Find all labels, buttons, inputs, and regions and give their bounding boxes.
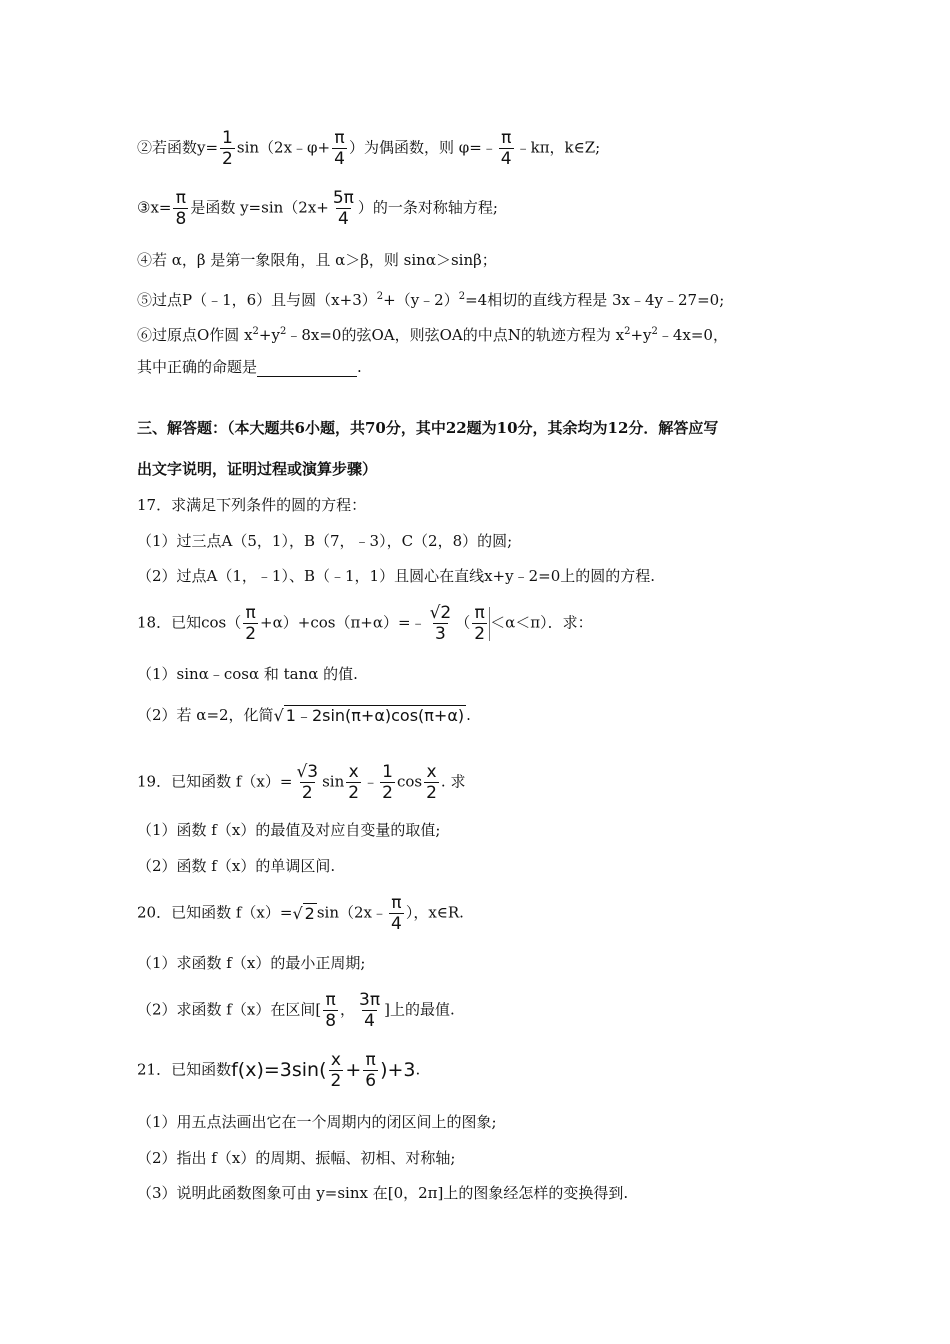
- q21-part1: （1）用五点法画出它在一个周期内的闭区间上的图象;: [137, 1113, 497, 1131]
- proposition-3: ③x= $\frac{\pi}{8}$ 是函数 y=sin（2x+ $\frac{5\pi}{4}$ ）的一条对称轴方程;: [137, 188, 498, 229]
- fraction-x-over-2-q21: $\frac{x}{2}$: [330, 1050, 342, 1091]
- fraction-pi-over-6: $\frac{\pi}{6}$: [365, 1050, 377, 1091]
- fraction-pi-over-4-q20: $\frac{\pi}{4}$: [391, 893, 402, 934]
- q21-stem: 21．已知函数f(x)=3sin( $\frac{x}{2}$ + $\frac{\pi}{6}$ )+3.: [137, 1050, 421, 1091]
- answer-blank: [257, 360, 357, 377]
- correct-propositions-blank: 其中正确的命题是 .: [137, 358, 362, 376]
- fraction-x-over-2b: $\frac{x}{2}$: [426, 762, 437, 803]
- proposition-4: ④若 α，β 是第一象限角，且 α＞β，则 sinα＞sinβ；: [137, 251, 497, 269]
- q17-part2: （2）过点A（1，﹣1）、B（﹣1，1）且圆心在直线x+y﹣2=0上的圆的方程.: [137, 567, 656, 585]
- q21-part3: （3）说明此函数图象可由 y=sinx 在[0，2π]上的图象经怎样的变换得到.: [137, 1184, 629, 1202]
- fraction-1-over-2: $\frac{1}{2}$: [382, 762, 393, 803]
- fraction-5pi-over-4: $\frac{5\pi}{4}$: [332, 188, 354, 229]
- fraction-pi-over-4b: $\frac{\pi}{4}$: [500, 128, 512, 169]
- q20-part2: （2）求函数 f（x）在区间[ $\frac{\pi}{8}$ ， $\frac{3\pi}{4}$ ]上的最值.: [137, 990, 455, 1031]
- fraction-3pi-over-4: $\frac{3\pi}{4}$: [359, 990, 381, 1031]
- fraction-pi-over-8-q20: $\frac{\pi}{8}$: [325, 990, 337, 1031]
- sqrt-2: √ 2: [292, 903, 315, 923]
- q20-part1: （1）求函数 f（x）的最小正周期;: [137, 954, 366, 972]
- fraction-one-half: $\frac{1}{2}$: [222, 128, 233, 169]
- section-3-heading-cont: 出文字说明，证明过程或演算步骤）: [137, 460, 378, 478]
- fraction-pi-over-4: $\frac{\pi}{4}$: [334, 128, 345, 169]
- proposition-5: ⑤过点P（﹣1，6）且与圆$(x+3)^2+(y﹣2)^2=4$相切的直线方程是 3x﹣4y﹣27=0;: [137, 291, 725, 309]
- sqrt-expression: √ 1﹣2sin(π+α)cos(π+α): [273, 706, 465, 725]
- q18-part1: （1）sinα﹣cosα 和 tanα 的值.: [137, 665, 358, 683]
- proposition-2: ②若函数y= $\frac{1}{2}$ sin（2x﹣φ+ $\frac{\pi}{4}$ ）为偶函数，则 φ=﹣ $\frac{\pi}{4}$ ﹣kπ，k∈Z;: [137, 128, 601, 169]
- fraction-pi-over-2: $\frac{\pi}{2}$: [245, 603, 257, 644]
- fraction-pi-over-2b: $\frac{\pi}{2}$: [474, 603, 486, 644]
- q19-stem: 19．已知函数 f（x）= $\frac{√3}{2}$ sin $\frac{x}{2}$ ﹣ $\frac{1}{2}$ cos $\frac{x}{2}$ . 求: [137, 762, 466, 803]
- proposition-6: ⑥过原点O作圆 $x^2+y^2﹣8x=0$的弦OA，则弦OA的中点N的轨迹方程为 $x^2+y^2﹣4x=0$，: [137, 326, 728, 344]
- fraction-pi-over-8: $\frac{\pi}{8}$: [175, 188, 187, 229]
- q18-part2: （2）若 α=2，化简√ 1﹣2sin(π+α)cos(π+α) .: [137, 706, 471, 725]
- q20-stem: 20．已知函数 f（x）=√ 2 sin（2x﹣ $\frac{\pi}{4}$ ），x∈R.: [137, 893, 464, 934]
- q18-stem: 18．已知cos（ $\frac{\pi}{2}$ +α）+cos（π+α）=﹣ $\frac{√2}{3}$ （ $\frac{\pi}{2}$ ＜α＜π）．求：: [137, 603, 593, 644]
- q19-part1: （1）函数 f（x）的最值及对应自变量的取值;: [137, 821, 441, 839]
- section-3-heading: 三、解答题：（本大题共6小题，共70分，其中22题为10分，其余均为12分．解答应写: [137, 419, 719, 437]
- q21-function-expression: f(x)=3sin( $\frac{x}{2}$ + $\frac{\pi}{6}$ )+3: [231, 1050, 416, 1091]
- q17-stem: 17．求满足下列条件的圆的方程：: [137, 496, 367, 514]
- fraction-sqrt3-over-2: $\frac{√3}{2}$: [296, 762, 319, 803]
- q19-part2: （2）函数 f（x）的单调区间.: [137, 857, 336, 875]
- q17-part1: （1）过三点A（5，1），B（7，﹣3），C（2，8）的圆;: [137, 532, 513, 550]
- q21-part2: （2）指出 f（x）的周期、振幅、初相、对称轴;: [137, 1149, 456, 1167]
- fraction-x-over-2: $\frac{x}{2}$: [348, 762, 360, 803]
- fraction-sqrt2-over-3: $\frac{√2}{3}$: [429, 603, 452, 644]
